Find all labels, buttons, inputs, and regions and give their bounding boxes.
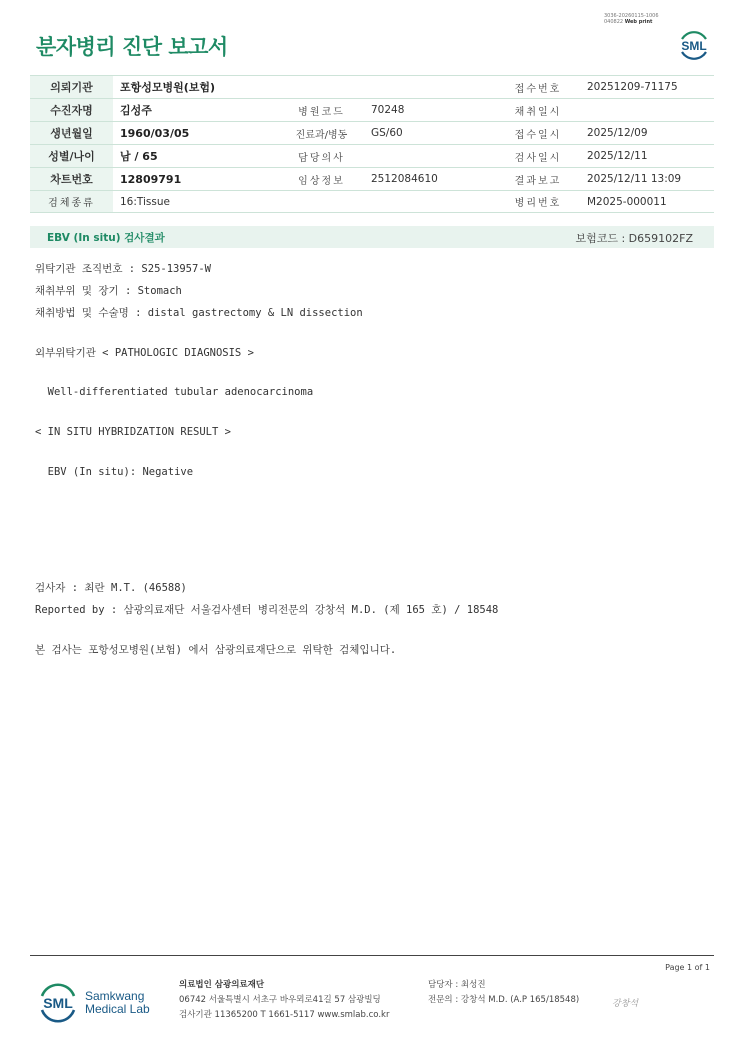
sml-logo-icon [676, 27, 712, 63]
birth-date-value: 1960/03/05 [113, 122, 279, 145]
requesting-org-label: 의뢰기관 [30, 76, 113, 99]
requesting-org-value: 포항성모병원(보험) [113, 76, 496, 99]
patient-info-table [30, 75, 714, 213]
birth-date-label: 생년월일 [30, 122, 113, 145]
logo-text: SML [681, 39, 707, 53]
receipt-date-value: 2025/12/09 [580, 122, 714, 145]
info-row [30, 168, 714, 191]
hospital-code-label: 병원코드 [279, 99, 364, 122]
patient-name-label: 수진자명 [30, 99, 113, 122]
page-number: Page 1 of 1 [665, 963, 710, 972]
lab-name-line2: Medical Lab [85, 1002, 150, 1016]
doctor-label: 담당의사 [279, 145, 364, 168]
receipt-number-value: 20251209-71175 [580, 76, 714, 99]
manager-name: 담당자 : 최성진 [428, 980, 486, 990]
info-row [30, 191, 714, 213]
body-line-specimen-id: 위탁기관 조직번호 : S25-13957-W [35, 263, 211, 275]
footer-divider [30, 955, 714, 956]
sex-age-value: 남 / 65 [113, 145, 279, 168]
collection-date-value [580, 99, 714, 122]
test-date-value: 2025/12/11 [580, 145, 714, 168]
department-value: GS/60 [364, 122, 496, 145]
report-title: 분자병리 진단 보고서 [36, 35, 228, 59]
specimen-type-label: 검체종류 [30, 191, 113, 213]
print-code [604, 13, 659, 25]
foundation-name: 의료법인 삼광의료재단 [179, 980, 265, 990]
insurance-code: 보험코드 : D659102FZ [575, 232, 693, 245]
info-row [30, 122, 714, 145]
department-label: 진료과/병동 [279, 122, 364, 145]
body-line-examiner: 검사자 : 최란 M.T. (46588) [35, 582, 187, 594]
result-section-header [30, 226, 714, 248]
body-line-referral-note: 본 검사는 포항성모병원(보험) 에서 삼광의료재단으로 위탁한 검체입니다. [35, 644, 397, 656]
result-report-label: 결과보고 [496, 168, 580, 191]
foundation-address: 06742 서울특별시 서초구 바우뫼로41길 57 삼광빌딩 [179, 995, 381, 1005]
hospital-code-value: 70248 [364, 99, 496, 122]
specimen-type-value: 16:Tissue [113, 191, 496, 213]
chart-number-value: 12809791 [113, 168, 279, 191]
info-row [30, 76, 714, 99]
staff-info [428, 978, 579, 1008]
result-section-title: EBV (In situ) 검사결과 [47, 232, 165, 244]
pathology-number-label: 병리번호 [496, 191, 580, 213]
foundation-info [179, 978, 389, 1023]
pathology-number-value: M2025-000011 [580, 191, 714, 213]
doctor-value [364, 145, 496, 168]
chart-number-label: 차트번호 [30, 168, 113, 191]
test-date-label: 검사일시 [496, 145, 580, 168]
sex-age-label: 성별/나이 [30, 145, 113, 168]
specialist-name: 전문의 : 강창석 M.D. (A.P 165/18548) [428, 995, 580, 1005]
info-row [30, 99, 714, 122]
print-code-line1: 3036-20260115-1006 [604, 13, 659, 19]
body-line-reported-by: Reported by : 삼광의료재단 서울검사센터 병리전문의 강창석 M.D. (제 165 호) / 18548 [35, 604, 499, 616]
body-line-diagnosis: Well-differentiated tubular adenocarcinoma [35, 386, 314, 398]
logo-text: SML [43, 995, 73, 1011]
collection-date-label: 채취일시 [496, 99, 580, 122]
info-row [30, 145, 714, 168]
foundation-contact: 검사기관 11365200 T 1661-5117 www.smlab.co.kr [179, 1010, 390, 1020]
body-line-ebv-result: EBV (In situ): Negative [35, 466, 194, 478]
clinical-info-value: 2512084610 [364, 168, 496, 191]
body-line-procedure: 채취방법 및 수술명 : distal gastrectomy & LN dissection [35, 307, 363, 319]
result-report-value: 2025/12/11 13:09 [580, 168, 714, 191]
print-code-line2: 040822 Web print [604, 19, 653, 25]
receipt-number-label: 접수번호 [496, 76, 580, 99]
body-line-site: 채취부위 및 장기 : Stomach [35, 285, 182, 297]
signature: 강창석 [612, 999, 639, 1009]
patient-name-value: 김성주 [113, 99, 279, 122]
sml-logo-icon [36, 980, 80, 1024]
body-line-ish-heading: < IN SITU HYBRIDZATION RESULT > [35, 426, 231, 438]
clinical-info-label: 임상정보 [279, 168, 364, 191]
lab-name-line1: Samkwang [85, 989, 145, 1003]
receipt-date-label: 접수일시 [496, 122, 580, 145]
body-line-diagnosis-heading: 외부위탁기관 < PATHOLOGIC DIAGNOSIS > [35, 347, 254, 359]
lab-name [85, 990, 150, 1016]
